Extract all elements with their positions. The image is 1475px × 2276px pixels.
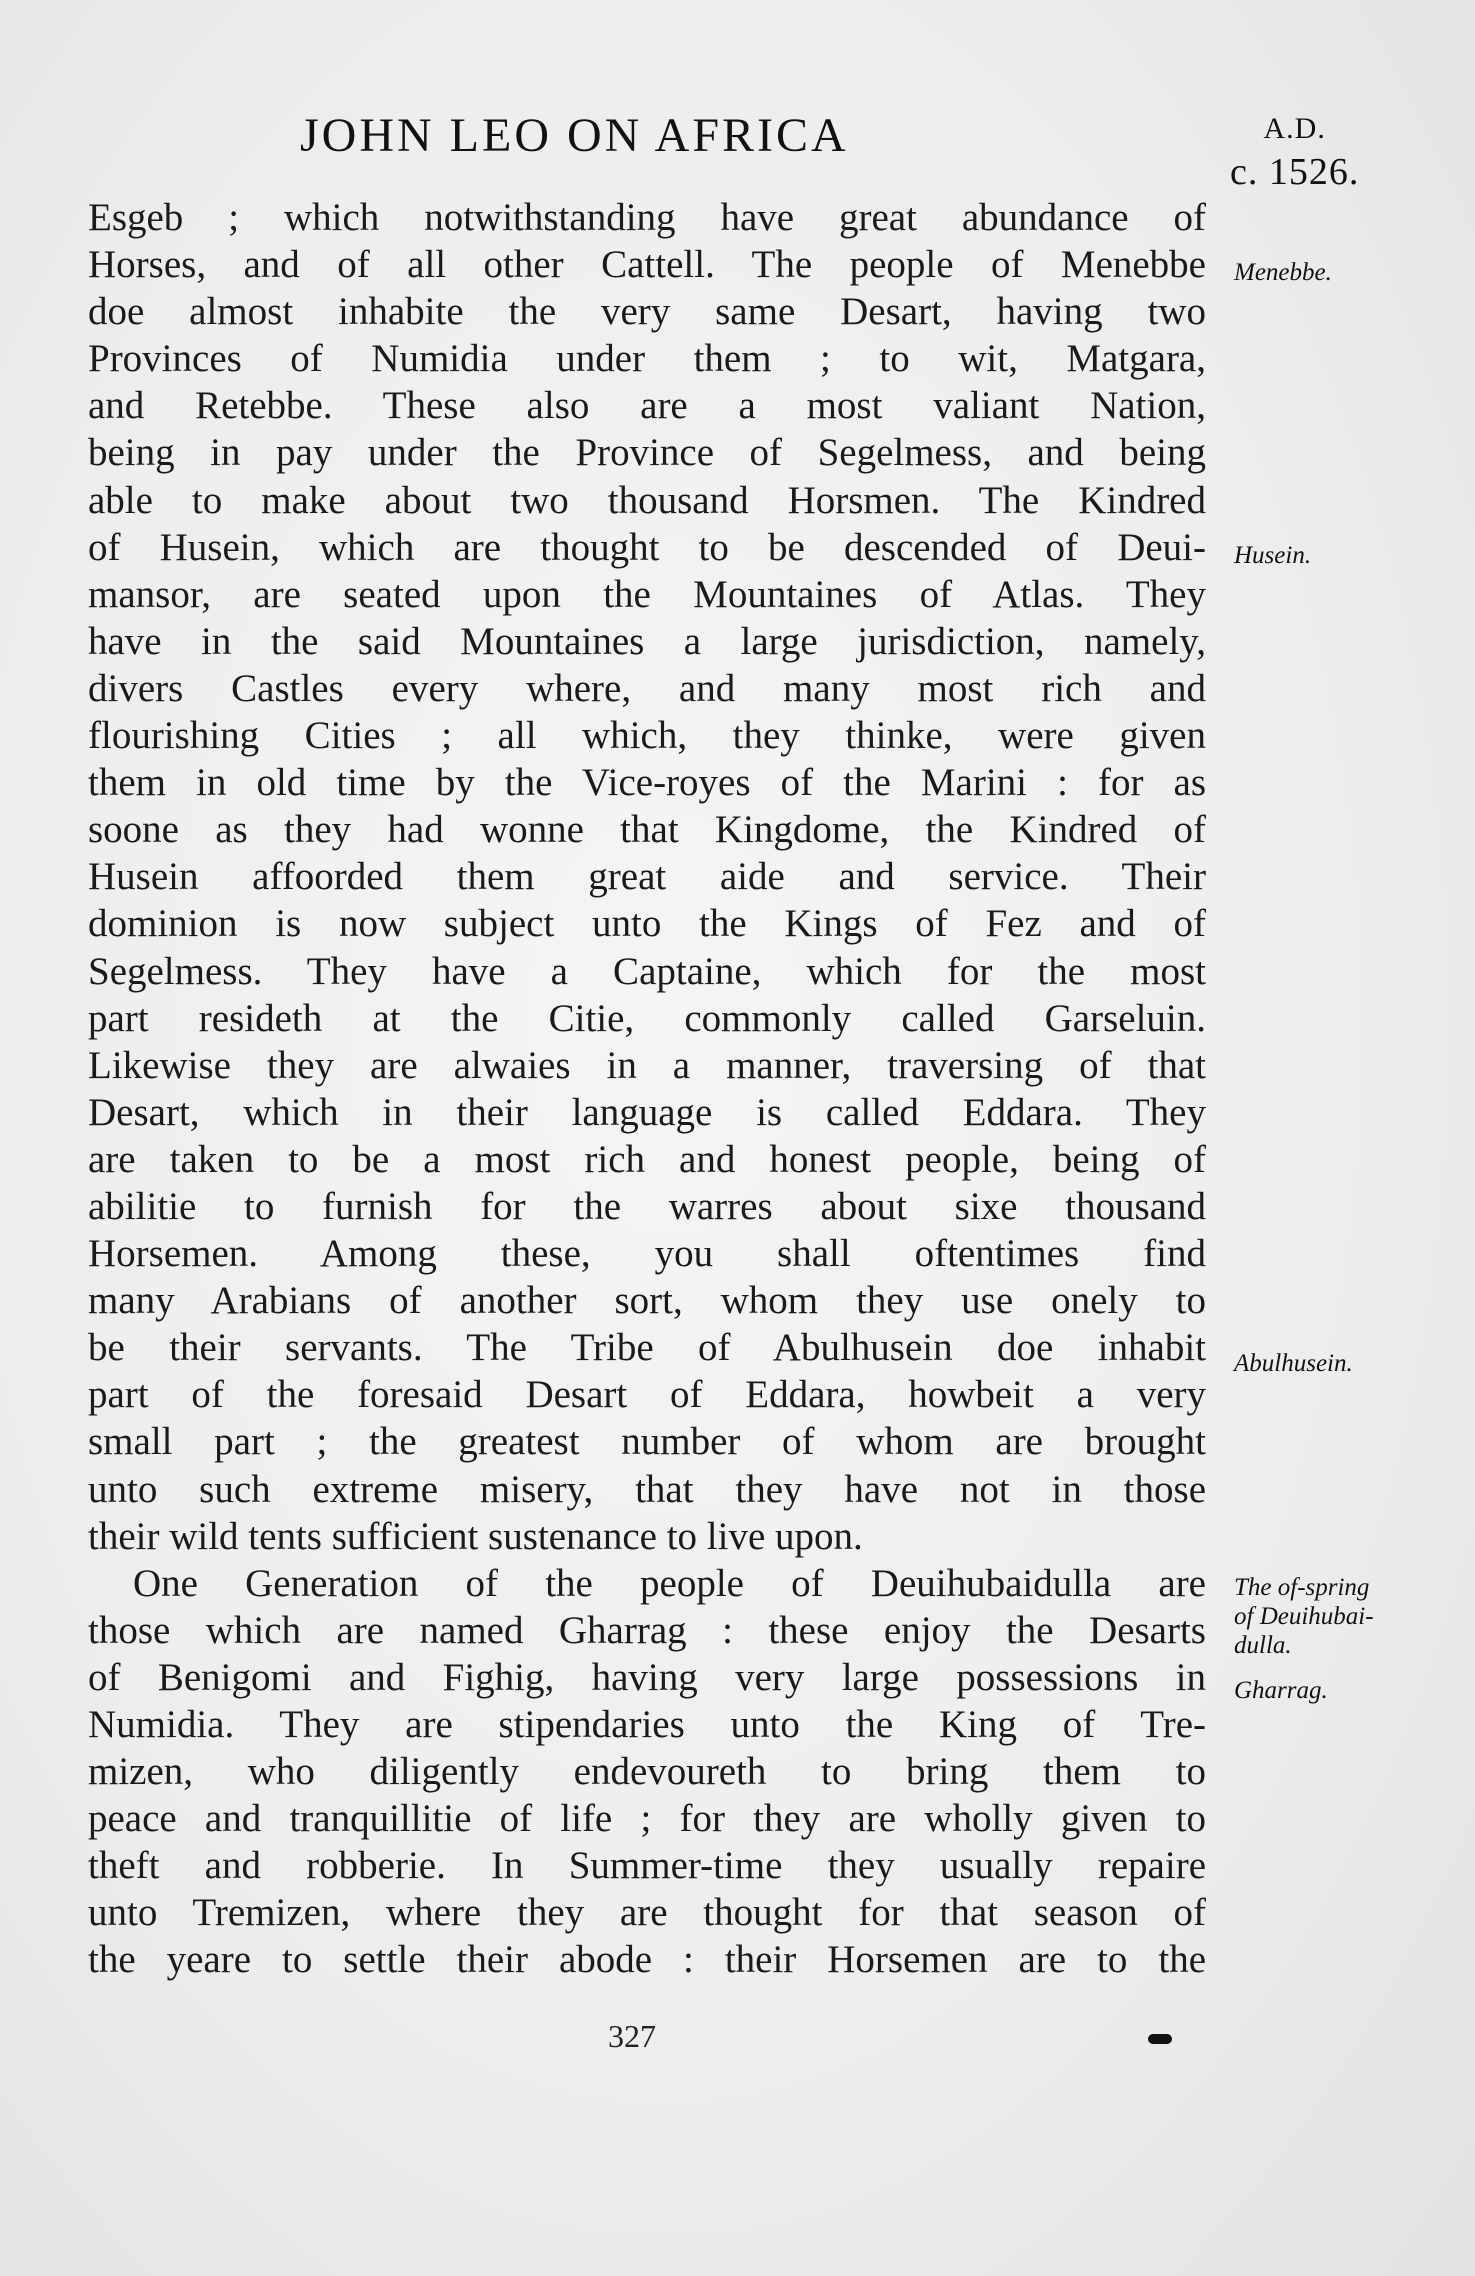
text-line: doe almost inhabite the very same Desart, having two [88,290,1206,334]
text-line: their wild tents sufficient sustenance to live upon. [88,1514,863,1558]
date-marginal [1230,112,1359,194]
text-line: Likewise they are alwaies in a manner, traversing of that [88,1043,1206,1087]
text-line: being in pay under the Province of Segelmess, and being [88,431,1206,475]
text-line: many Arabians of another sort, whom they use onely to [88,1279,1206,1323]
running-head-title: JOHN LEO ON AFRICA [300,109,849,162]
margin-note-offspring-line-1: The of-spring [1234,1574,1370,1601]
text-line: Numidia. They are stipendaries unto the King of Tre- [88,1703,1206,1746]
text-line: Segelmess. They have a Captaine, which for the most [88,949,1206,993]
year-value: c. 1526. [1230,151,1360,193]
margin-note-gharrag: Gharrag. [1234,1677,1328,1704]
margin-note-menebbe: Menebbe. [1234,259,1332,286]
text-line: soone as they had wonne that Kingdome, the Kindred of [88,808,1206,852]
text-line: part of the foresaid Desart of Eddara, howbeit a very [88,1373,1206,1417]
text-line: those which are named Gharrag : these enjoy the Desarts [88,1608,1206,1652]
text-line: have in the said Mountaines a large jurisdiction, namely, [88,619,1206,663]
margin-note-offspring-line-3: dulla. [1234,1632,1292,1659]
text-line: Provinces of Numidia under them ; to wit, Matgara, [88,337,1206,381]
text-line: mansor, are seated upon the Mountaines of Atlas. They [88,572,1206,616]
page-number: 327 [608,2018,656,2054]
text-line: flourishing Cities ; all which, they thinke, were given [88,714,1206,758]
text-line: part resideth at the Citie, commonly called Garseluin. [88,996,1206,1040]
text-line: are taken to be a most rich and honest people, being of [88,1137,1206,1181]
body-text [88,194,1206,1984]
text-line: peace and tranquillitie of life ; for they are wholly given to [88,1797,1206,1841]
margin-note-offspring-line-2: of Deuihubai- [1234,1603,1374,1630]
text-line: Esgeb ; which notwithstanding have great abundance of [88,196,1206,239]
year-label: A.D. [1263,112,1326,145]
text-line: able to make about two thousand Horsmen. The Kindred [88,478,1206,522]
text-line: the yeare to settle their abode : their Horsemen are to the [88,1938,1206,1982]
text-line: small part ; the greatest number of whom are brought [88,1420,1206,1464]
text-line: Horses, and of all other Cattell. The people of Menebbe [88,243,1206,287]
text-line: be their servants. The Tribe of Abulhusein doe inhabit [88,1326,1206,1370]
text-line: dominion is now subject unto the Kings of Fez and of [88,902,1206,946]
text-line: Husein affoorded them great aide and service. Their [88,855,1206,899]
printer-mark [1148,2034,1172,2044]
text-line: mizen, who diligently endevoureth to bring them to [88,1750,1206,1794]
text-line: and Retebbe. These also are a most valiant Nation, [88,384,1206,428]
margin-note-husein: Husein. [1234,542,1312,569]
text-line: of Husein, which are thought to be descended of Deui- [88,525,1206,569]
text-line: divers Castles every where, and many most rich and [88,666,1206,710]
text-line: them in old time by the Vice-royes of the Marini : for as [88,761,1206,805]
text-line: unto such extreme misery, that they have not in those [88,1467,1206,1511]
text-line: abilitie to furnish for the warres about sixe thousand [88,1184,1206,1228]
text-line: theft and robberie. In Summer-time they usually repaire [88,1844,1206,1888]
text-line: of Benigomi and Fighig, having very large possessions in [88,1655,1206,1699]
text-line: unto Tremizen, where they are thought for that season of [88,1891,1206,1935]
text-line: Horsemen. Among these, you shall oftentimes find [88,1232,1206,1276]
text-line: Desart, which in their language is called Eddara. They [88,1090,1206,1134]
margin-note-abulhusein: Abulhusein. [1234,1350,1353,1377]
text-line: One Generation of the people of Deuihubaidulla are [133,1561,1206,1605]
